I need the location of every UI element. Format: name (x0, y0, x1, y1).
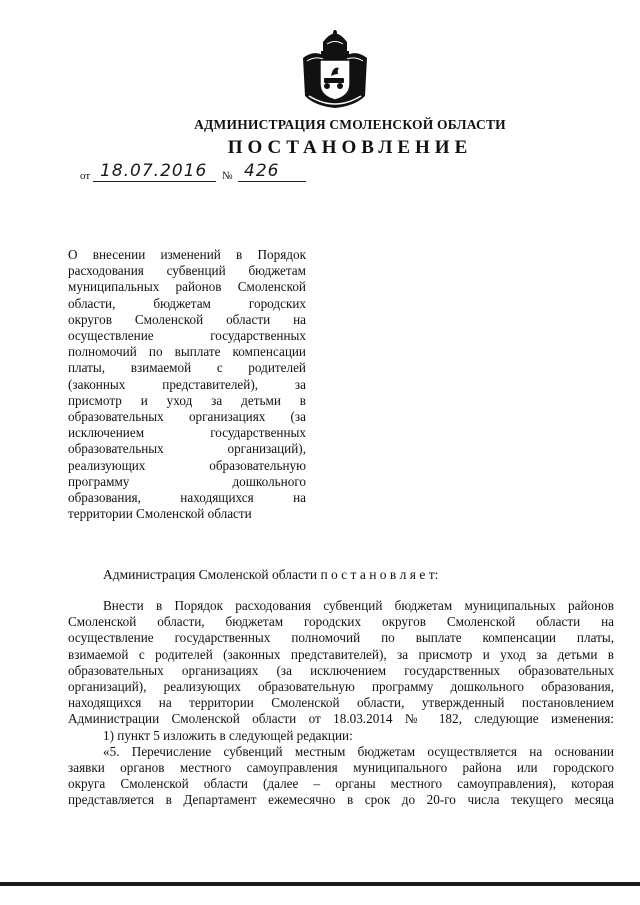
coat-of-arms-icon (293, 30, 377, 110)
date-prefix: от (80, 170, 91, 182)
body-line: округа Смоленской области (далее – органы местного самоуправления), которая (68, 776, 614, 792)
number-underline (238, 181, 306, 182)
subject-line: программу дошкольного (68, 473, 306, 489)
subject-line: расходования субвенций бюджетам (68, 263, 306, 279)
subject-line: области, бюджетам городских (68, 295, 306, 311)
subject-line: округов Смоленской области на (68, 311, 306, 327)
body-line: Администрации Смоленской области от 18.03.2014 № 182, следующие изменения: (68, 711, 614, 727)
subject-line: О внесении изменений в Порядок (68, 247, 306, 262)
subject-line: полномочий по выплате компенсации (68, 344, 306, 360)
page-bottom-edge (0, 882, 640, 886)
date-number-row (80, 160, 340, 184)
body-line: организаций), реализующих образовательную программу дошкольного образования, (68, 679, 614, 695)
subject-line: исключением государственных (68, 425, 306, 441)
subject-line: муниципальных районов Смоленской (68, 279, 306, 295)
body-line: Смоленской области, бюджетам городских округов Смоленской области на (68, 614, 614, 630)
date-value: 18.07.2016 (100, 161, 208, 181)
body-line: заявки органов местного самоуправления муниципального района или городского (68, 760, 614, 776)
body-line: 1) пункт 5 изложить в следующей редакции: (103, 727, 353, 743)
subject-line: территории Смоленской области (68, 506, 252, 522)
body-line: взимаемой с родителей (законных представителей), за присмотр и уход за детьми в (68, 646, 614, 662)
resolution-preamble: Администрация Смоленской области п о с т а н о в л я е т: (103, 567, 439, 582)
subject-line: образовательных организаций), (68, 441, 306, 457)
body-line: «5. Перечисление субвенций местным бюджетам осуществляется на основании (103, 743, 614, 759)
subject-line: образования, находящихся на (68, 490, 306, 506)
body-line: осуществление государственных полномочий по выплате компенсации платы, (68, 630, 614, 646)
subject-line: образовательных организациях (за (68, 409, 306, 425)
subject-line: (законных представителей), за (68, 376, 306, 392)
document-subject (68, 247, 306, 522)
body-line: находящихся на территории Смоленской области, утвержденный постановлением (68, 695, 614, 711)
subject-line: платы, взимаемой с родителей (68, 360, 306, 376)
date-underline (93, 181, 216, 182)
number-prefix: № (222, 170, 233, 182)
subject-line: реализующих образовательную (68, 457, 306, 473)
subject-line: присмотр и уход за детьми в (68, 392, 306, 408)
document-type-title: ПОСТАНОВЛЕНИЕ (227, 137, 473, 158)
number-value: 426 (244, 161, 280, 181)
body-line: представляется в Департамент ежемесячно в срок до 20-го числа текущего месяца (68, 792, 614, 808)
resolution-body (68, 598, 614, 809)
body-line: образовательных организациях (за исключением государственных образовательных (68, 662, 614, 678)
organization-name: АДМИНИСТРАЦИЯ СМОЛЕНСКОЙ ОБЛАСТИ (194, 117, 506, 132)
body-line: Внести в Порядок расходования субвенций бюджетам муниципальных районов (103, 598, 614, 613)
subject-line: осуществление государственных (68, 328, 306, 344)
